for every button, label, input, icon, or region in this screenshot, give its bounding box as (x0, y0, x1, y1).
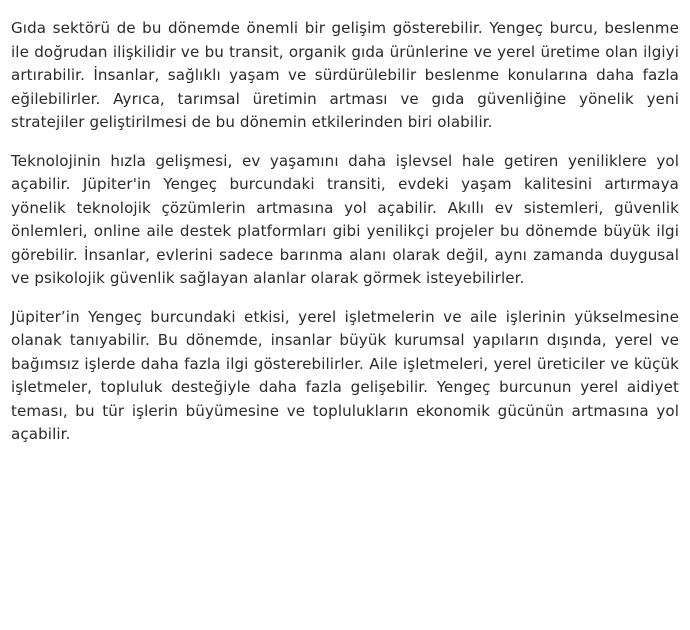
paragraph-food-sector: Gıda sektörü de bu dönemde önemli bir gelişim gösterebilir. Yengeç burcu, beslenme ile doğrudan ilişkilidir ve bu transit, organik gıda ürünlerine ve yerel üretime olan ilgiyi artırabilir. İnsanlar, sağlıklı yaşam ve sürdürülebilir beslenme konularına daha fazla eğilebilirler. Ayrıca, tarımsal üretimin artması ve gıda güvenliğine yönelik yeni stratejiler geliştirilmesi de bu dönemin etkilerinden biri olabilir. (11, 19, 679, 131)
paragraph-local-business: Jüpiter’in Yengeç burcundaki etkisi, yerel işletmelerin ve aile işlerinin yükselmesine olanak tanıyabilir. Bu dönemde, insanlar büyük kurumsal yapıların dışında, yerel ve bağımsız işlerde daha fazla ilgi gösterebilirler. Aile işletmeleri, yerel üreticiler ve küçük işletmeler, topluluk desteğiyle daha fazla gelişebilir. Yengeç burcunun yerel aidiyet teması, bu tür işlerin büyümesine ve toplulukların ekonomik gücünün artmasına yol açabilir. (11, 307, 679, 443)
paragraph-technology: Teknolojinin hızla gelişmesi, ev yaşamını daha işlevsel hale getiren yeniliklere yol açabilir. Jüpiter'in Yengeç burcundaki transiti, evdeki yaşam kalitesini artırmaya yönelik teknolojik çözümlerin artmasına yol açabilir. Akıllı ev sistemleri, güvenlik önlemleri, online aile destek platformları gibi yenilikçi projeler bu dönemde büyük ilgi görebilir. İnsanlar, evlerini sadece barınma alanı olarak değil, aynı zamanda duygusal ve psikolojik güvenlik sağlayan alanlar olarak görmek isteyebilirler. (11, 151, 679, 287)
